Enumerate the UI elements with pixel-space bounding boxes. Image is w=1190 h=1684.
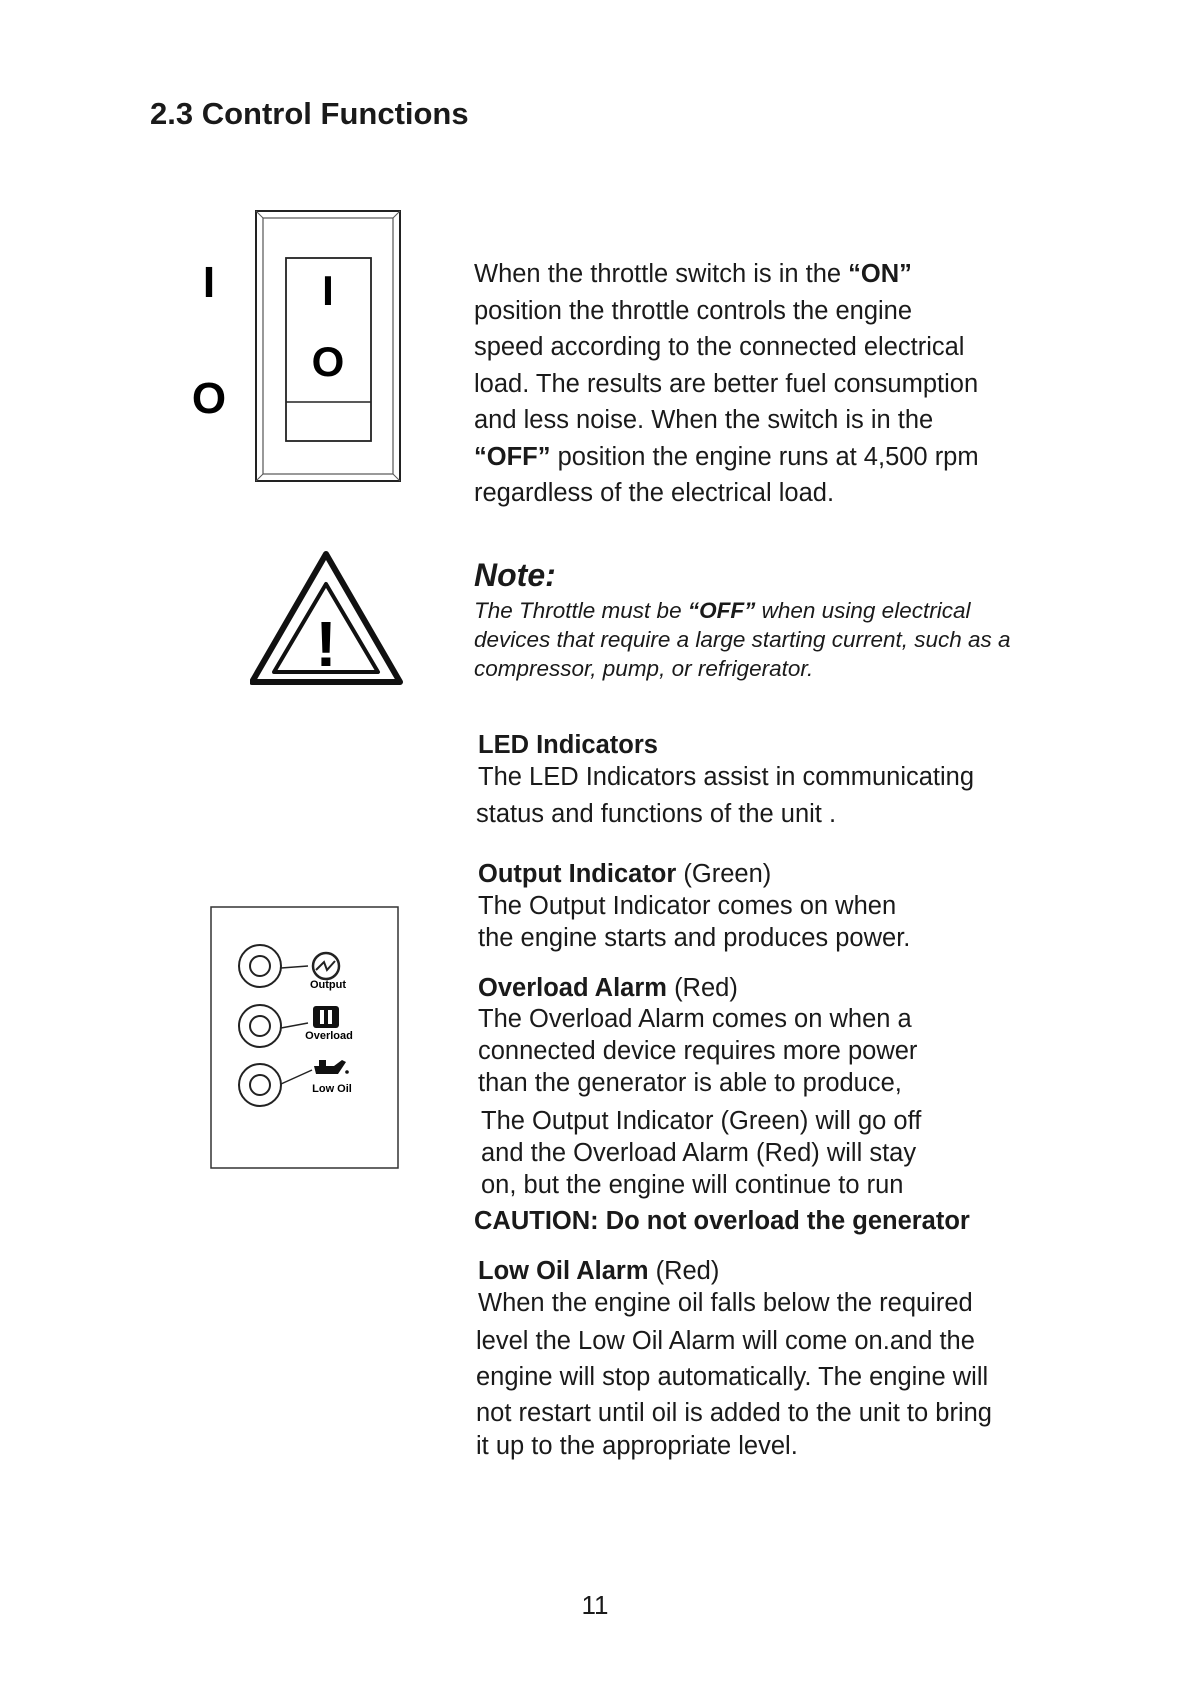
low-oil-alarm-title [478,1257,719,1286]
rocker-off-symbol: O [311,338,345,385]
low-oil-label: Low Oil [312,1083,352,1095]
low-oil-alarm-line-1: When the engine oil falls below the required [478,1289,973,1317]
rocker-on-symbol: I [322,267,334,314]
low-oil-alarm-line-4: not restart until oil is added to the unit to bring [476,1399,992,1427]
overload-alarm-color: (Red) [674,974,738,1002]
note-body [474,596,1084,683]
output-indicator-color: (Green) [683,860,772,888]
note-line-1-end: when using electrical [755,598,971,623]
side-on-symbol: I [202,258,216,307]
throttle-switch-figure [180,205,420,495]
output-indicator-line-2: the engine starts and produces power. [478,924,911,952]
throttle-line-1: When the throttle switch is in the [474,260,849,288]
overload-alarm-line-3: than the generator is able to produce, [478,1069,902,1097]
overload-label: Overload [305,1030,353,1042]
overload-alarm-line-2: connected device requires more power [478,1037,918,1065]
throttle-line-7: regardless of the electrical load. [474,479,835,507]
off-label: “OFF” [474,442,551,471]
overload-symbol-icon [313,1006,339,1028]
led-indicators-line-2: status and functions of the unit . [476,800,837,828]
note-title: Note: [474,557,556,593]
page-number: 11 [581,1590,609,1620]
warning-triangle-icon [250,550,410,690]
output-indicator-name: Output Indicator [478,860,677,888]
throttle-description [474,256,1094,512]
low-oil-alarm-line-3: engine will stop automatically. The engine will [476,1363,989,1391]
overload-alarm-line-4: The Output Indicator (Green) will go off [481,1107,922,1135]
throttle-line-3: speed according to the connected electrical [474,333,965,361]
note-line-2: devices that require a large starting current, such as a [474,627,1011,652]
led-panel-figure [210,906,400,1170]
led-indicators-line-1: The LED Indicators assist in communicating [478,763,975,791]
throttle-line-5: and less noise. When the switch is in the [474,406,934,434]
low-oil-alarm-line-2: level the Low Oil Alarm will come on.and the [476,1327,975,1355]
throttle-line-4: load. The results are better fuel consumption [474,369,979,398]
output-indicator-line-1: The Output Indicator comes on when [478,892,897,920]
overload-alarm-line-5: and the Overload Alarm (Red) will stay [481,1139,917,1167]
led-indicators-title: LED Indicators [478,731,658,759]
output-indicator-title [478,860,771,889]
on-label: “ON” [848,260,912,288]
overload-alarm-line-1: The Overload Alarm comes on when a [478,1005,912,1033]
exclamation-symbol: ! [315,608,337,680]
page-title: 2.3 Control Functions [150,96,469,131]
overload-alarm-title [478,974,738,1003]
throttle-line-2: position the throttle controls the engine [474,296,913,325]
overload-alarm-name: Overload Alarm [478,974,667,1002]
low-oil-alarm-color: (Red) [655,1257,720,1285]
overload-alarm-line-6: on, but the engine will continue to run [481,1171,904,1199]
throttle-line-6: position the engine runs at 4,500 rpm [550,442,979,471]
side-off-symbol: O [191,374,227,423]
low-oil-alarm-line-5: it up to the appropriate level. [476,1432,798,1460]
caution-text: CAUTION: Do not overload the generator [474,1207,970,1235]
output-label: Output [309,979,347,991]
note-off-label: “OFF” [687,598,756,623]
note-line-1: The Throttle must be [474,598,688,623]
low-oil-alarm-name: Low Oil Alarm [478,1257,649,1285]
note-line-3: compressor, pump, or refrigerator. [474,656,814,681]
